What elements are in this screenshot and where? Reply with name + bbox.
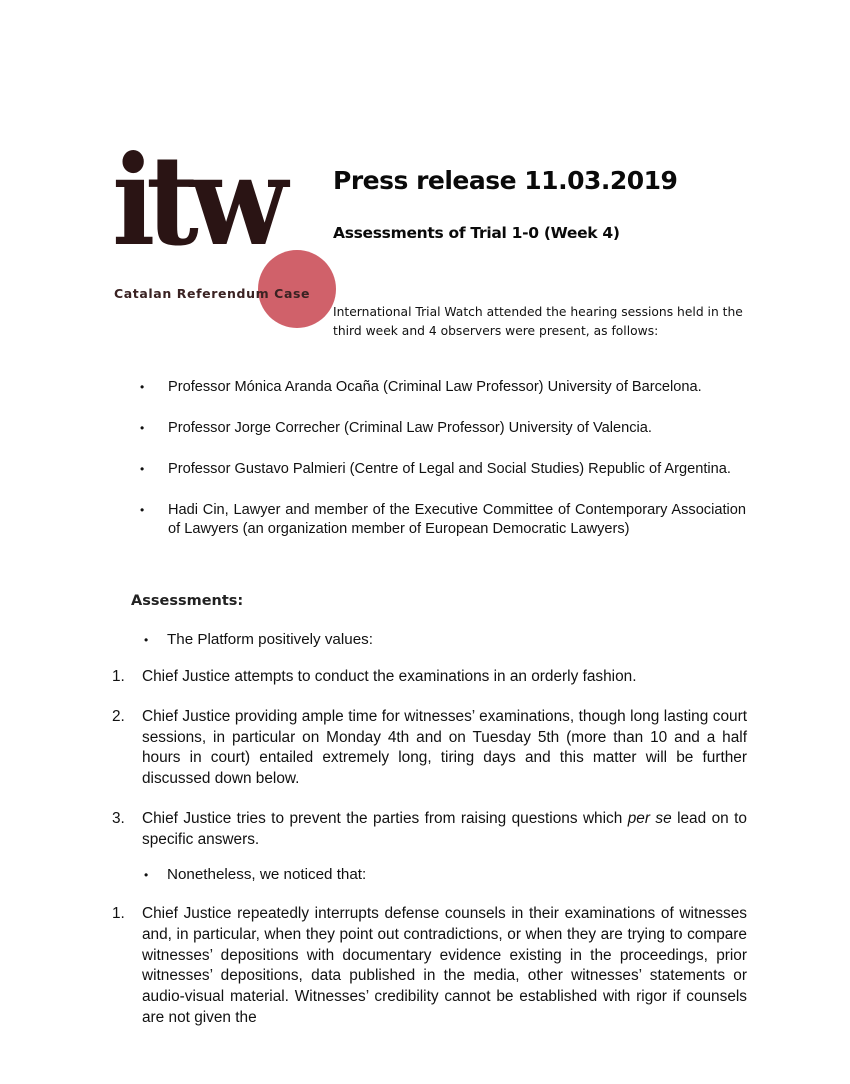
itw-logo <box>112 129 327 328</box>
bullet-icon: • <box>140 380 145 394</box>
positive-list <box>112 667 747 870</box>
bullet-icon: • <box>140 421 145 435</box>
list-item: 2. Chief Justice providing ample time for witnesses’ examinations, though long lasting court sessions, in particular on Monday 4th and on Tuesday 5th (more than 10 and a half hours in court) entailed extremely long, tiring days and this matter will be further discussed down below. <box>112 707 747 788</box>
list-item: 3. Chief Justice tries to prevent the parties from raising questions which per se lead on to specific answers. <box>112 809 747 848</box>
list-item: • Professor Mónica Aranda Ocaña (Criminal Law Professor) University of Barcelona. <box>140 379 702 395</box>
page-title: Press release 11.03.2019 <box>333 166 678 195</box>
list-item: • Hadi Cin, Lawyer and member of the Executive Committee of Contemporary Association of Lawyers (an organization member of European Democratic Lawyers) <box>140 502 746 537</box>
list-item: 1. Chief Justice repeatedly interrupts defense counsels in their examinations of witnesses and, in particular, when they point out contradictions, or when they are trying to compare witnesses’ depositions with documentary evidence existing in the proceedings, prior witnesses’ depositions, data published in the media, other witnesses’ statements or audio-visual material. Witnesses’ credibility cannot be established with rigor if counsels are not given the <box>112 905 747 1026</box>
logo-subtitle: Catalan Referendum Case <box>114 286 311 301</box>
list-item: • Professor Gustavo Palmieri (Centre of Legal and Social Studies) Republic of Argentina. <box>140 461 731 477</box>
list-item: • Professor Jorge Correcher (Criminal Law Professor) University of Valencia. <box>140 420 652 436</box>
bullet-icon: • <box>140 462 145 476</box>
bullet-icon: • <box>140 503 145 517</box>
intro-paragraph: International Trial Watch attended the hearing sessions held in the third week and 4 observers were present, as follows: <box>333 305 743 338</box>
negative-intro: • Nonetheless, we noticed that: <box>144 866 367 883</box>
bullet-icon: • <box>144 633 149 647</box>
bullet-icon: • <box>144 868 149 882</box>
list-item: 1. Chief Justice attempts to conduct the examinations in an orderly fashion. <box>112 668 637 685</box>
observers-list <box>140 378 746 561</box>
negative-list <box>112 904 747 1048</box>
page-subtitle: Assessments of Trial 1-0 (Week 4) <box>333 224 620 242</box>
logo-letters: itw <box>112 129 279 274</box>
positive-intro: • The Platform positively values: <box>144 631 373 648</box>
assessments-heading: Assessments: <box>131 593 244 609</box>
